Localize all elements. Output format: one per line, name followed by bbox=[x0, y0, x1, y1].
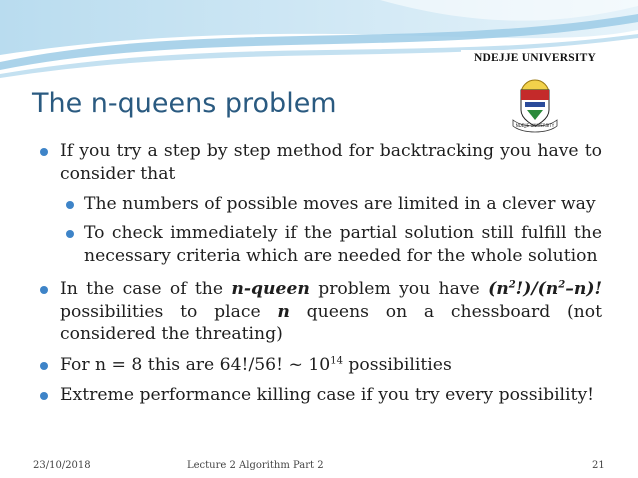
bullet-text-mid: problem you have bbox=[309, 279, 489, 299]
bullet-backtracking bbox=[60, 140, 602, 185]
bullet-text-post: possibilities bbox=[342, 355, 452, 375]
bullet-text: To check immediately if the partial solution still fulfill the necessary criteria which are needed for the whole solution bbox=[84, 223, 602, 266]
footer-lecture: Lecture 2 Algorithm Part 2 bbox=[187, 460, 324, 471]
bullet-text: If you try a step by step method for backtracking you have to consider that bbox=[60, 141, 602, 184]
bullet-text-post2: queens on a chessboard (not considered the threating) bbox=[60, 301, 602, 344]
exponent: 14 bbox=[330, 355, 343, 367]
bullet-text-pre: In the case of the bbox=[60, 279, 232, 299]
bullet-extreme bbox=[60, 384, 602, 407]
subbullet-moves bbox=[84, 193, 602, 216]
bullet-dot-icon bbox=[66, 230, 74, 238]
bullet-dot-icon bbox=[40, 148, 48, 156]
bullet-text: Extreme performance killing case if you try every possibility! bbox=[60, 385, 595, 405]
university-logo bbox=[461, 50, 609, 140]
subbullet-check bbox=[84, 222, 602, 267]
bullet-n-queen-formula bbox=[60, 278, 602, 346]
slide-title: The n-queens problem bbox=[32, 88, 337, 119]
bullet-text-post1: possibilities to place bbox=[60, 301, 278, 322]
bullet-dot-icon bbox=[66, 201, 74, 209]
slide-footer bbox=[0, 460, 638, 476]
bullet-dot-icon bbox=[40, 286, 48, 294]
formula: $(n^2!)/(n^2-n)$! bbox=[488, 279, 603, 299]
term-n-queen: n-queen bbox=[231, 279, 310, 299]
bullet-dot-icon bbox=[40, 362, 48, 370]
crest-banner-text: NDEJJE UNIVERSITY bbox=[515, 123, 555, 128]
university-name: NDEJJE UNIVERSITY bbox=[474, 52, 596, 64]
bullet-n8 bbox=[60, 354, 602, 377]
footer-date: 23/10/2018 bbox=[33, 460, 91, 471]
bullet-dot-icon bbox=[40, 392, 48, 400]
bullet-text-pre: For n = 8 this are 64!/56! ~ 10 bbox=[60, 355, 331, 375]
bullet-text: The numbers of possible moves are limited in a clever way bbox=[84, 194, 596, 214]
footer-page-number: 21 bbox=[592, 460, 605, 471]
university-crest-icon bbox=[507, 70, 563, 136]
term-n: n bbox=[277, 301, 290, 322]
